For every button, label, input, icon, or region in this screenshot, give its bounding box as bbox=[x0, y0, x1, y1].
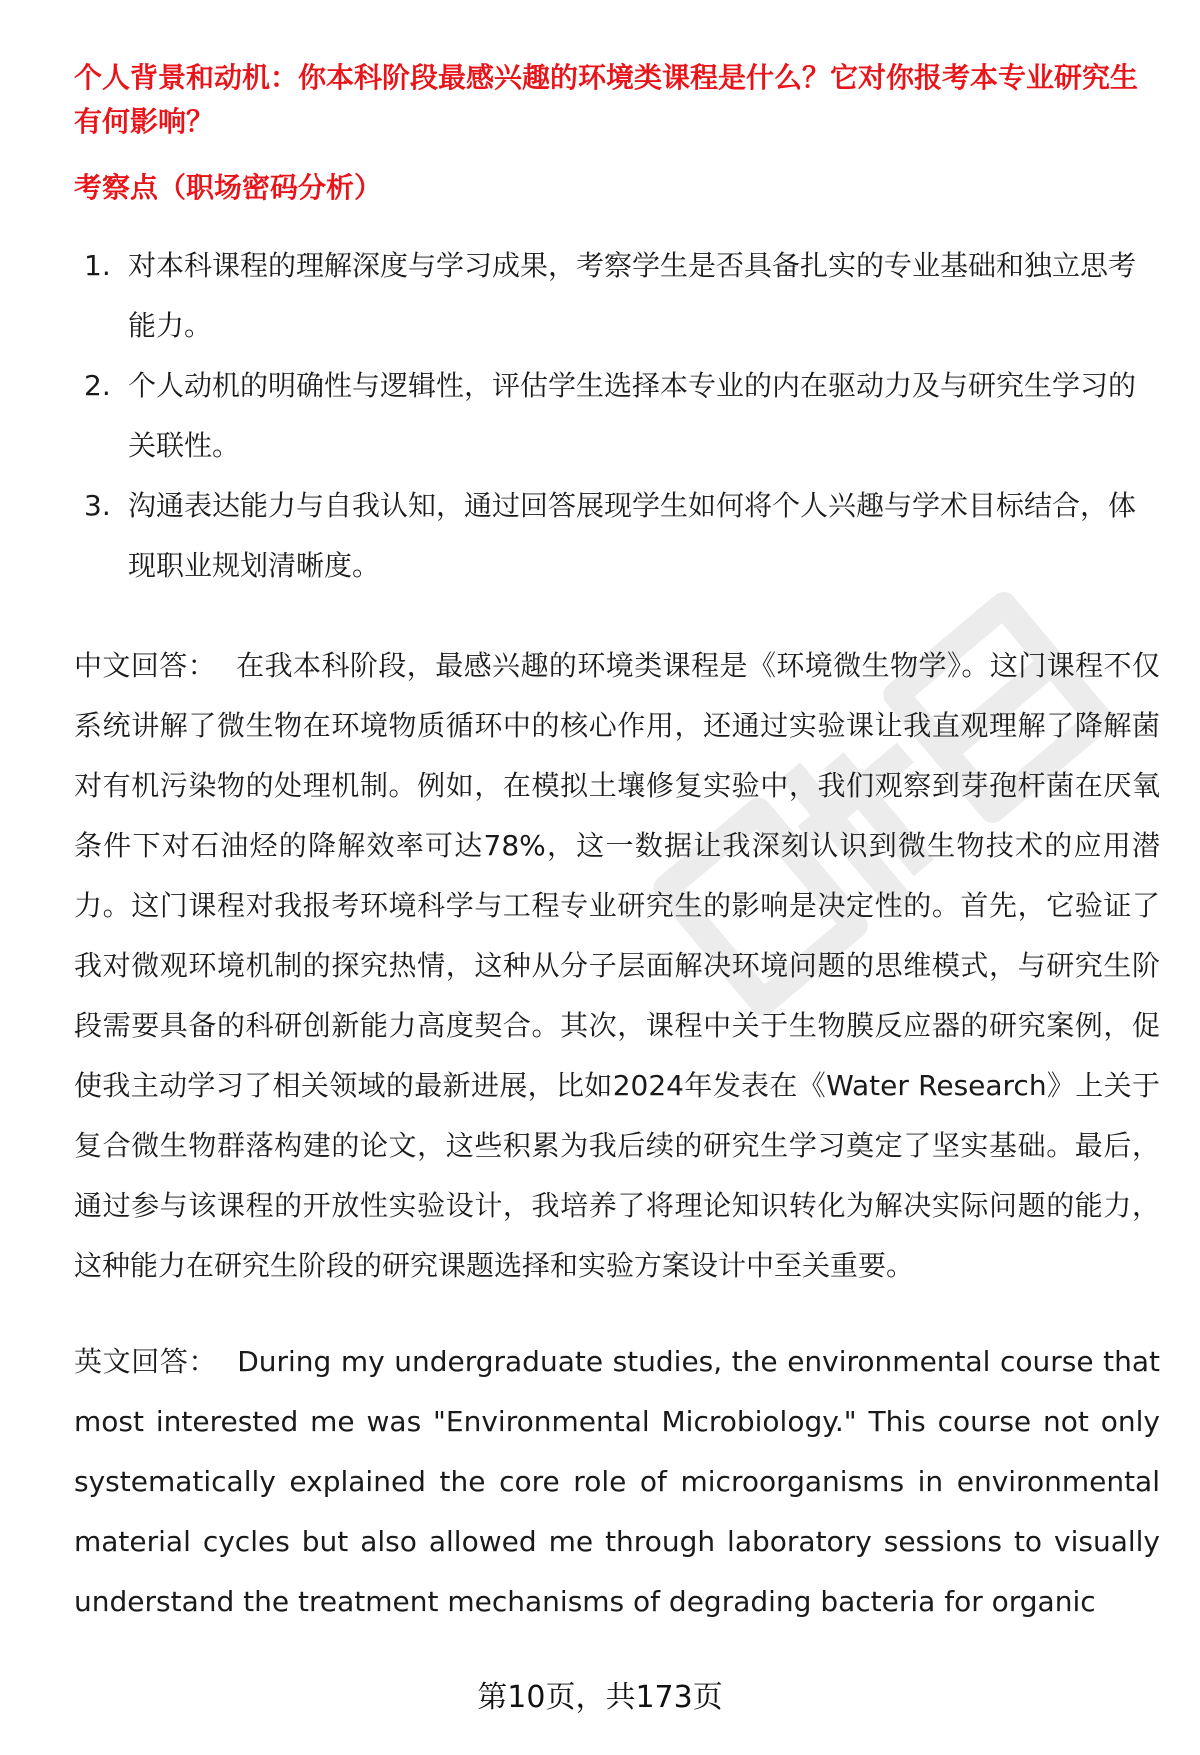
english-answer bbox=[74, 1332, 1160, 1632]
document-content bbox=[74, 56, 1160, 1632]
focus-point-number: 3. bbox=[84, 489, 111, 522]
focus-point-number: 1. bbox=[84, 249, 111, 282]
focus-points-list bbox=[74, 236, 1160, 596]
english-answer-label: 英文回答： bbox=[74, 1345, 218, 1378]
focus-point-text: 个人动机的明确性与逻辑性，评估学生选择本专业的内在驱动力及与研究生学习的关联性。 bbox=[128, 369, 1137, 462]
chinese-answer bbox=[74, 636, 1160, 1296]
chinese-answer-text: 在我本科阶段，最感兴趣的环境类课程是《环境微生物学》。这门课程不仅系统讲解了微生物在环境物质循环中的核心作用，还通过实验课让我直观理解了降解菌对有机污染物的处理机制。例如，在模拟土壤修复实验中，我们观察到芽孢杆菌在厌氧条件下对石油烃的降解效率可达78%，这一数据让我深刻认识到微生物技术的应用潜力。这门课程对我报考环境科学与工程专业研究生的影响是决定性的。首先，它验证了我对微观环境机制的探究热情，这种从分子层面解决环境问题的思维模式，与研究生阶段需要具备的科研创新能力高度契合。其次，课程中关于生物膜反应器的研究案例，促使我主动学习了相关领域的最新进展，比如2024年发表在《Water Research》上关于复合微生物群落构建的论文，这些积累为我后续的研究生学习奠定了坚实基础。最后，通过参与该课程的开放性实验设计，我培养了将理论知识转化为解决实际问题的能力，这种能力在研究生阶段的研究课题选择和实验方案设计中至关重要。 bbox=[74, 649, 1160, 1282]
question-heading: 个人背景和动机：你本科阶段最感兴趣的环境类课程是什么？它对你报考本专业研究生有何影响？ bbox=[74, 61, 1139, 138]
focus-point-item bbox=[74, 236, 1160, 356]
focus-point-number: 2. bbox=[84, 369, 111, 402]
english-answer-text: During my undergraduate studies, the environmental course that most interested me was "Environmental Microbiology." This course not only systematically explained the core role of microorganisms in environmental material cycles but also allowed me through laboratory sessions to visually understand the treatment mechanisms of degrading bacteria for organic bbox=[74, 1345, 1160, 1618]
page-number-footer: 第10页，共173页 bbox=[477, 1680, 723, 1715]
chinese-answer-label: 中文回答： bbox=[74, 649, 217, 682]
focus-point-item bbox=[74, 356, 1160, 476]
focus-point-text: 对本科课程的理解深度与学习成果，考察学生是否具备扎实的专业基础和独立思考能力。 bbox=[128, 249, 1137, 342]
focus-point-item bbox=[74, 476, 1160, 596]
focus-point-text: 沟通表达能力与自我认知，通过回答展现学生如何将个人兴趣与学术目标结合，体现职业规划清晰度。 bbox=[128, 489, 1137, 582]
focus-points-title: 考察点（职场密码分析） bbox=[74, 171, 383, 204]
